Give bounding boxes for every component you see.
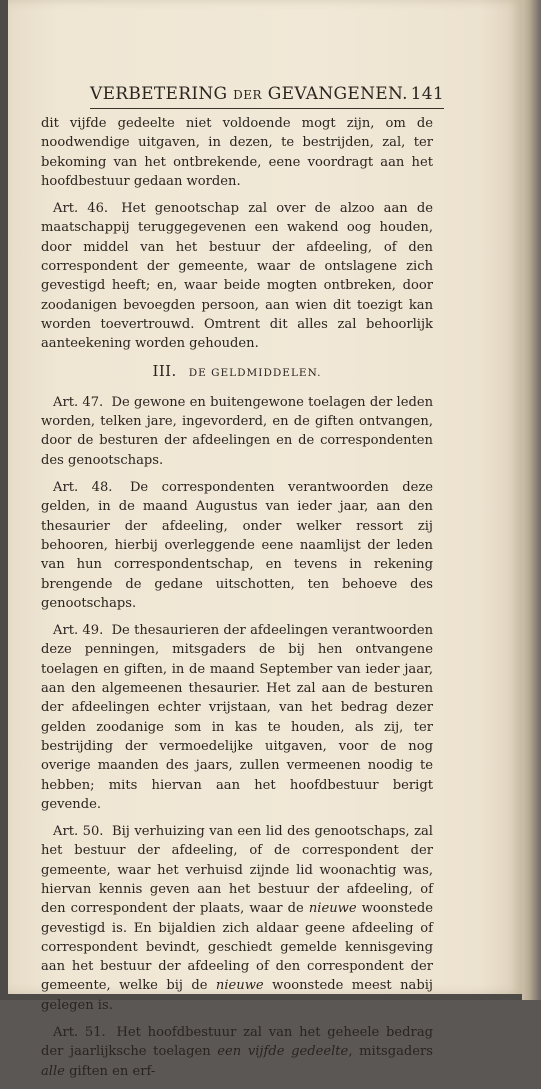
section-title: DE GELDMIDDELEN. (188, 366, 322, 379)
header-title-part1: VERBETERING (90, 84, 228, 104)
body-text (41, 114, 433, 1089)
header-rule (90, 108, 444, 109)
article-label: Art. 47. (53, 394, 104, 410)
article-label: Art. 48. (53, 480, 113, 496)
book-page (8, 0, 522, 1079)
article-text: De correspondenten verantwoorden deze gelden, in de maand Augustus van ieder jaar, aan den thesaurier der afdeeling, onder welker ressort zij behooren, hierbij overleggende eene naamlijst der leden van hun correspondentschap, en tevens in rekening brengende de gedane uitschotten, ten behoeve des genootschaps. (41, 480, 434, 611)
article-text-c: woonstede meest nabij gelegen is. (41, 978, 433, 1013)
article-emphasis: een vijfde gedeelte (217, 1044, 349, 1060)
article-text: De gewone en buitengewone toelagen der leden worden, telken jare, ingevorderd, en de giften ontvangen, door de besturen der afdeelingen en de correspondenten des genootschaps. (41, 394, 434, 468)
article-text: De thesaurieren der afdeelingen verantwoorden deze penningen, mitsgaders de bij hen ontvangene toelagen en giften, in de maand September van ieder jaar, aan den algemeenen thesaurier. Het zal aan de besturen der afdeelingen echter vrijstaan, van het bedrag dezer gelden zoodanige som in kas te houden, als zij, ter bestrijding der vermoedelijke uitgaven, voor de nog overige maanden des jaars, zullen vermeenen noodig te hebben; mits hiervan aan het hoofdbestuur berigt gevende. (41, 623, 434, 812)
article-text-b: , mitsgaders (348, 1044, 433, 1060)
paragraph-continued: dit vijfde gedeelte niet voldoende mogt zijn, om de noodwendige uitgaven, in dezen, te bestrijden, zal, ter bekoming van het ontbrekende, eene voordragt aan het hoofdbestuur gedaan worden. (41, 116, 433, 189)
article-emphasis: nieuwe (215, 978, 264, 994)
running-header (90, 84, 444, 108)
header-title-part2: GEVANGENEN. (267, 84, 408, 104)
section-heading (41, 362, 433, 383)
page-edge (522, 0, 541, 1000)
article-label: Art. 50. (53, 824, 104, 840)
page-number: 141 (410, 84, 444, 104)
header-title-der: DER (233, 88, 263, 102)
article-46 (41, 199, 433, 353)
article-51 (41, 1023, 433, 1081)
article-text-b: woonstede gevestigd is. En bijaldien zich aldaar geene afdeeling of correspondent bevindt, geschiedt gemelde kennisgeving aan het bestuur der afdeeling of den correspondent der gemeente, welke bij de (41, 901, 433, 994)
article-49 (41, 621, 433, 814)
article-text-a: Het hoofdbestuur zal van het geheele bedrag der jaarlijksche toelagen (41, 1025, 434, 1060)
article-label: Art. 49. (53, 623, 104, 639)
section-number: III. (152, 361, 177, 380)
article-emphasis: alle (41, 1063, 65, 1079)
article-text-c: giften en erf- (69, 1063, 156, 1079)
article-emphasis: nieuwe (308, 901, 357, 917)
header-title (90, 84, 408, 104)
article-47 (41, 393, 433, 470)
article-48 (41, 478, 433, 613)
article-text: Het genootschap zal over de alzoo aan de maatschappij teruggegevenen een wakend oog houden, door middel van het bestuur der afdeeling, of den correspondent der gemeente, waar de ontslagene zich gevestigd heeft; en, waar beide mogten ontbreken, door zoodanigen bevoegden persoon, aan wien dit toezigt kan worden toevertrouwd. Omtrent dit alles zal behoorlijk aanteekening worden gehouden. (41, 201, 433, 352)
article-label: Art. 46. (53, 201, 109, 217)
article-50 (41, 822, 433, 1015)
article-text-a: Bij verhuizing van een lid des genootschaps, zal het bestuur der afdeeling, of de correspondent der gemeente, waar het verhuisd zijnde lid woonachtig was, hiervan kennis geven aan het bestuur der afdeeling, of den correspondent der plaats, waar de (41, 824, 433, 917)
article-label: Art. 51. (53, 1025, 106, 1041)
